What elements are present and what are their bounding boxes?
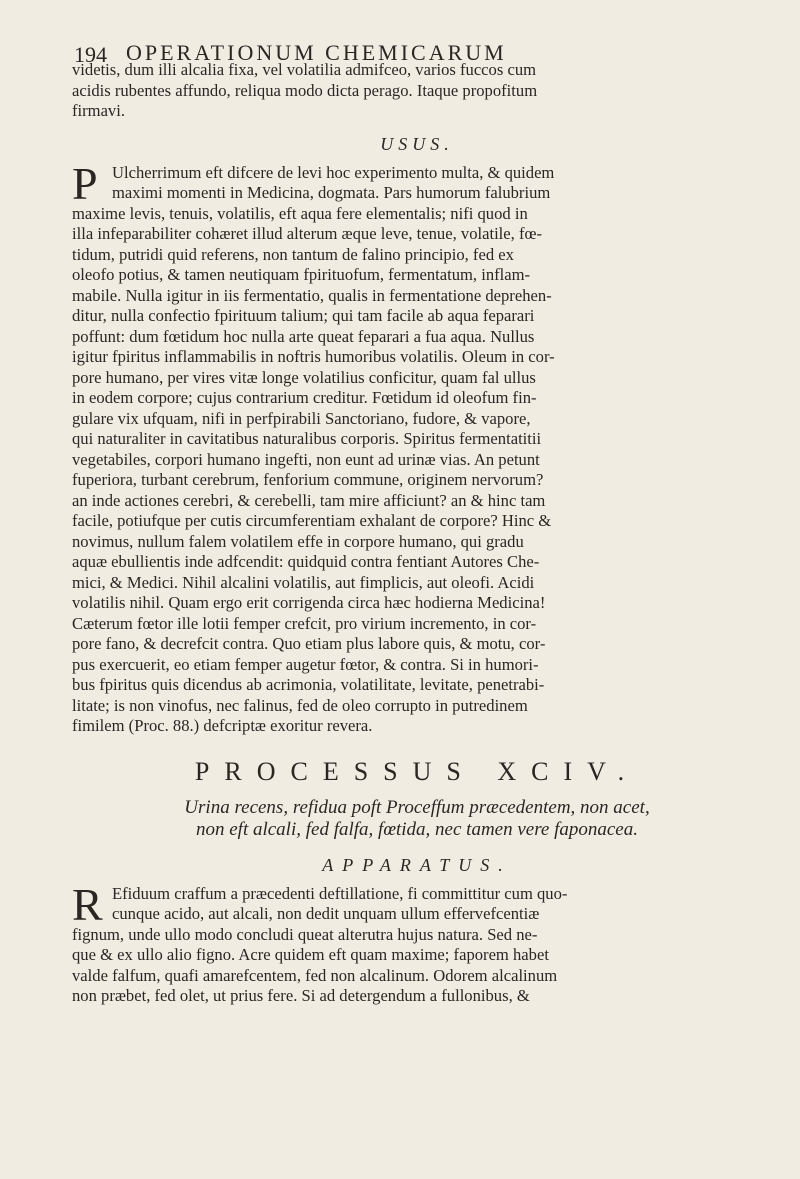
text-line: Efiduum craffum a præcedenti deftillatione, fi committitur cum quo-: [112, 883, 568, 903]
text-line: oleofo potius, & tamen neutiquam fpirituofum, fermentatum, inflam-: [72, 265, 531, 284]
text-line: facile, potiufque per cutis circumferentiam exhalant de corpore? Hinc &: [72, 511, 552, 530]
text-line: novimus, nullum falem volatilem effe in corpore humano, qui gradu: [72, 531, 524, 551]
text-line: aquæ ebullientis inde adfcendit: quidquid contra fentiant Autores Che-: [72, 552, 540, 571]
text-line: cunque acido, aut alcali, non dedit unquam ullum effervefcentiæ: [112, 904, 540, 923]
text-line: gulare vix ufquam, nifi in perfpirabili Sanctoriano, fudore, & vapore,: [72, 408, 531, 428]
text-line: poffunt: dum fœtidum hoc nulla arte queat feparari a fua aqua. Nullus: [72, 326, 535, 346]
text-line: mabile. Nulla igitur in iis fermentatio, qualis in fermentatione deprehen-: [72, 285, 552, 305]
text-line: in eodem corpore; cujus contrarium creditur. Fœtidum id oleofum fin-: [72, 388, 537, 407]
section-subtitle: [72, 797, 762, 841]
usus-paragraph: [72, 157, 762, 737]
text-line: volatilis nihil. Quam ergo erit corrigenda circa hæc hodierna Medicina!: [72, 593, 546, 612]
text-line: valde falfum, quafi amarefcentem, fed non alcalinum. Odorem alcalinum: [72, 965, 558, 985]
text-line: igitur fpiritus inflammabilis in noftris humoribus volatilis. Oleum in cor-: [72, 347, 555, 366]
text-line: videtis, dum illi alcalia fixa, vel volatilia admifceo, varios fuccos cum: [72, 60, 537, 79]
text-line: maximi momenti in Medicina, dogmata. Pars humorum falubrium: [112, 183, 551, 202]
text-line: qui naturaliter in cavitatibus naturalibus corporis. Spiritus fermentatitii: [72, 429, 542, 448]
text-line: mici, & Medici. Nihil alcalini volatilis, aut fimplicis, aut oleofi. Acidi: [72, 572, 535, 592]
drop-cap: R: [72, 878, 103, 930]
text-line: acidis rubentes affundo, reliqua modo dicta perago. Itaque propofitum: [72, 80, 538, 100]
subtitle-line: Urina recens, refidua poft Proceffum præcedentem, non acet,: [184, 796, 650, 818]
section-title: PROCESSUS XCIV.: [194, 756, 640, 786]
text-line: Cæterum fœtor ille lotii femper crefcit, pro virium incremento, in cor-: [72, 613, 537, 633]
text-line: tidum, putridi quid referens, non tantum de falino principio, fed ex: [72, 244, 514, 264]
text-line: pore fano, & decrefcit contra. Quo etiam plus labore quis, & motu, cor-: [72, 634, 546, 653]
subtitle-line: non eft alcali, fed falfa, fœtida, nec tamen vere faponacea.: [195, 818, 638, 840]
apparatus-paragraph: [72, 878, 762, 1007]
page-number: 194: [74, 42, 107, 67]
drop-cap: P: [72, 157, 98, 209]
text-line: vegetabiles, corpori humano ingefti, non eunt ad urinæ vias. An petunt: [72, 449, 540, 469]
text-line: non præbet, fed olet, ut prius fere. Si ad detergendum a fullonibus, &: [72, 986, 530, 1005]
text-line: fuperiora, turbant cerebrum, fenforium commune, originem nervorum?: [72, 470, 544, 489]
text-line: an inde actiones cerebri, & cerebelli, tam mire afficiunt? an & hinc tam: [72, 490, 546, 510]
text-line: Ulcherrimum eft difcere de levi hoc experimento multa, & quidem: [112, 162, 555, 182]
usus-heading: USUS.: [380, 133, 454, 154]
text-line: maxime levis, tenuis, volatilis, eft aqua fere elementalis; nifi quod in: [72, 203, 528, 223]
text-line: firmavi.: [72, 101, 125, 120]
running-head: OPERATIONUM CHEMICARUM: [126, 40, 507, 65]
text-line: fimilem (Proc. 88.) defcriptæ exoritur revera.: [72, 716, 373, 735]
apparatus-heading: APPARATUS.: [322, 854, 512, 875]
text-line: pus exercuerit, eo etiam femper augetur fœtor, & contra. Si in humori-: [72, 654, 539, 674]
text-line: illa infeparabiliter cohæret illud alterum æque leve, tenue, volatile, fœ-: [72, 224, 542, 243]
text-line: bus fpiritus quis dicendus ab acrimonia, volatilitate, levitate, penetrabi-: [72, 675, 545, 694]
page-body: [72, 60, 762, 1007]
intro-paragraph: [72, 60, 762, 122]
text-line: pore humano, per vires vitæ longe volatilius conficitur, quam fal ullus: [72, 367, 536, 387]
text-line: fignum, unde ullo modo concludi queat alterutra hujus natura. Sed ne-: [72, 924, 538, 944]
text-line: litate; is non vinofus, nec falinus, fed de oleo corrupto in putredinem: [72, 695, 528, 715]
text-line: ditur, nulla confectio fpirituum talium; qui tam facile ab aqua feparari: [72, 306, 535, 325]
text-line: que & ex ullo alio figno. Acre quidem eft quam maxime; faporem habet: [72, 945, 549, 964]
